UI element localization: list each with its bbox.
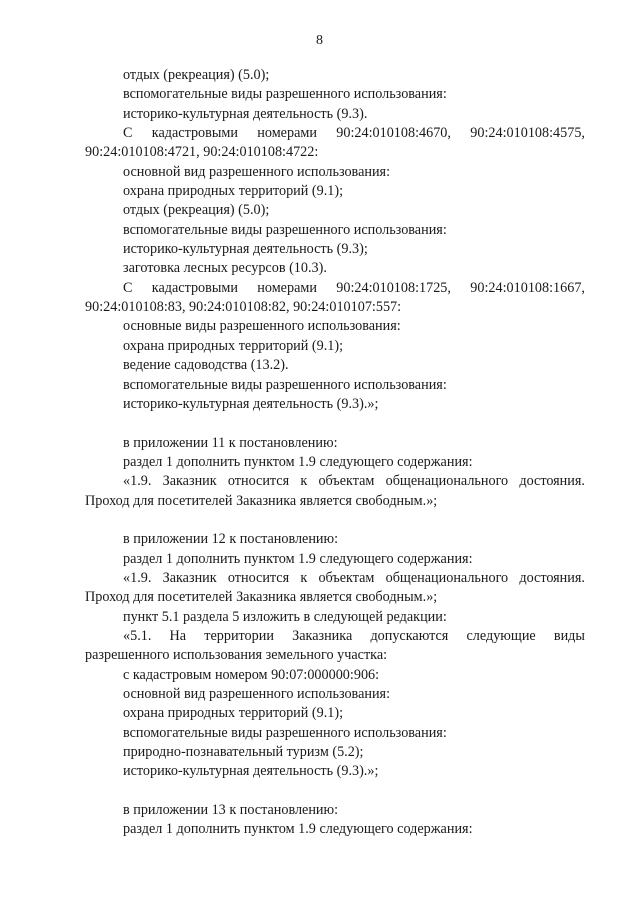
text-line: раздел 1 дополнить пунктом 1.9 следующего содержания: <box>123 550 473 567</box>
text-line: охрана природных территорий (9.1); <box>123 183 344 200</box>
word: 90:24:010108:4670, <box>336 125 451 142</box>
text-line: в приложении 13 к постановлению: <box>123 802 339 819</box>
text-line: с кадастровым номером 90:07:000000:906: <box>123 666 380 683</box>
text-line: раздел 1 дополнить пунктом 1.9 следующего содержания: <box>123 453 473 470</box>
text-line: природно-познавательный туризм (5.2); <box>123 744 364 761</box>
word: достояния. <box>519 473 585 490</box>
word: виды <box>553 627 585 644</box>
text-line: Проход для посетителей Заказника является свободным.»; <box>85 589 438 606</box>
text-line-justified <box>85 279 585 298</box>
word: С <box>123 279 133 296</box>
word: 90:24:010108:1725, <box>336 279 451 296</box>
text-line-justified <box>85 627 585 646</box>
text-line: охрана природных территорий (9.1); <box>123 337 344 354</box>
text-line: отдых (рекреация) (5.0); <box>123 67 270 83</box>
word: Заказника <box>292 627 353 644</box>
word: объектам <box>318 473 375 490</box>
word: достояния. <box>519 569 585 586</box>
text-line: историко-культурная деятельность (9.3).»; <box>123 763 379 780</box>
word: общенационального <box>385 473 509 490</box>
text-line: ведение садоводства (13.2). <box>123 357 289 374</box>
text-line: основной вид разрешенного использования: <box>123 163 391 180</box>
text-line: 90:24:010108:4721, 90:24:010108:4722: <box>85 144 319 161</box>
page-number: 8 <box>316 33 323 48</box>
text-line-justified <box>85 472 585 491</box>
word: объектам <box>318 569 375 586</box>
word: к <box>300 569 308 586</box>
text-line: вспомогательные виды разрешенного использования: <box>123 221 447 238</box>
text-line: раздел 1 дополнить пунктом 1.9 следующего содержания: <box>123 821 473 838</box>
text-line: вспомогательные виды разрешенного использования: <box>123 376 447 393</box>
word: к <box>300 473 308 490</box>
text-line: пункт 5.1 раздела 5 изложить в следующей редакции: <box>123 608 447 625</box>
word: На <box>169 627 187 644</box>
word: кадастровыми <box>151 125 238 142</box>
word: территории <box>204 627 274 644</box>
word: С <box>123 125 133 142</box>
word: относится <box>227 569 290 586</box>
text-line: отдых (рекреация) (5.0); <box>123 202 270 219</box>
text-line: основные виды разрешенного использования: <box>123 318 401 335</box>
word: Заказник <box>162 569 217 586</box>
text-line: историко-культурная деятельность (9.3). <box>123 105 368 122</box>
text-line: основной вид разрешенного использования: <box>123 686 391 702</box>
word: 90:24:010108:1667, <box>470 279 585 296</box>
text-line: охрана природных территорий (9.1); <box>123 705 344 722</box>
word: номерами <box>257 279 317 296</box>
text-line: историко-культурная деятельность (9.3); <box>123 241 368 258</box>
blank-line <box>85 414 585 433</box>
word: 90:24:010108:4575, <box>470 125 585 142</box>
word: «1.9. <box>123 473 152 490</box>
text-line: разрешенного использования земельного участка: <box>85 647 388 664</box>
word: «5.1. <box>123 627 152 644</box>
word: допускаются <box>370 627 449 644</box>
text-line-justified <box>85 569 585 588</box>
blank-line <box>85 511 585 530</box>
document-body <box>85 66 585 840</box>
blank-line <box>85 782 585 801</box>
text-line-justified <box>85 124 585 143</box>
text-line: в приложении 11 к постановлению: <box>123 434 338 451</box>
word: «1.9. <box>123 569 152 586</box>
text-line: вспомогательные виды разрешенного использования: <box>123 86 447 103</box>
word: следующие <box>466 627 536 644</box>
text-line: 90:24:010108:83, 90:24:010108:82, 90:24:010107:557: <box>85 299 402 316</box>
text-line: историко-культурная деятельность (9.3).»; <box>123 395 379 412</box>
text-line: в приложении 12 к постановлению: <box>123 531 339 548</box>
text-line: заготовка лесных ресурсов (10.3). <box>123 260 327 277</box>
word: общенационального <box>385 569 509 586</box>
text-line: вспомогательные виды разрешенного использования: <box>123 724 447 741</box>
word: кадастровыми <box>151 279 238 296</box>
word: номерами <box>257 125 317 142</box>
word: Заказник <box>162 473 217 490</box>
text-line: Проход для посетителей Заказника является свободным.»; <box>85 492 438 509</box>
word: относится <box>227 473 290 490</box>
